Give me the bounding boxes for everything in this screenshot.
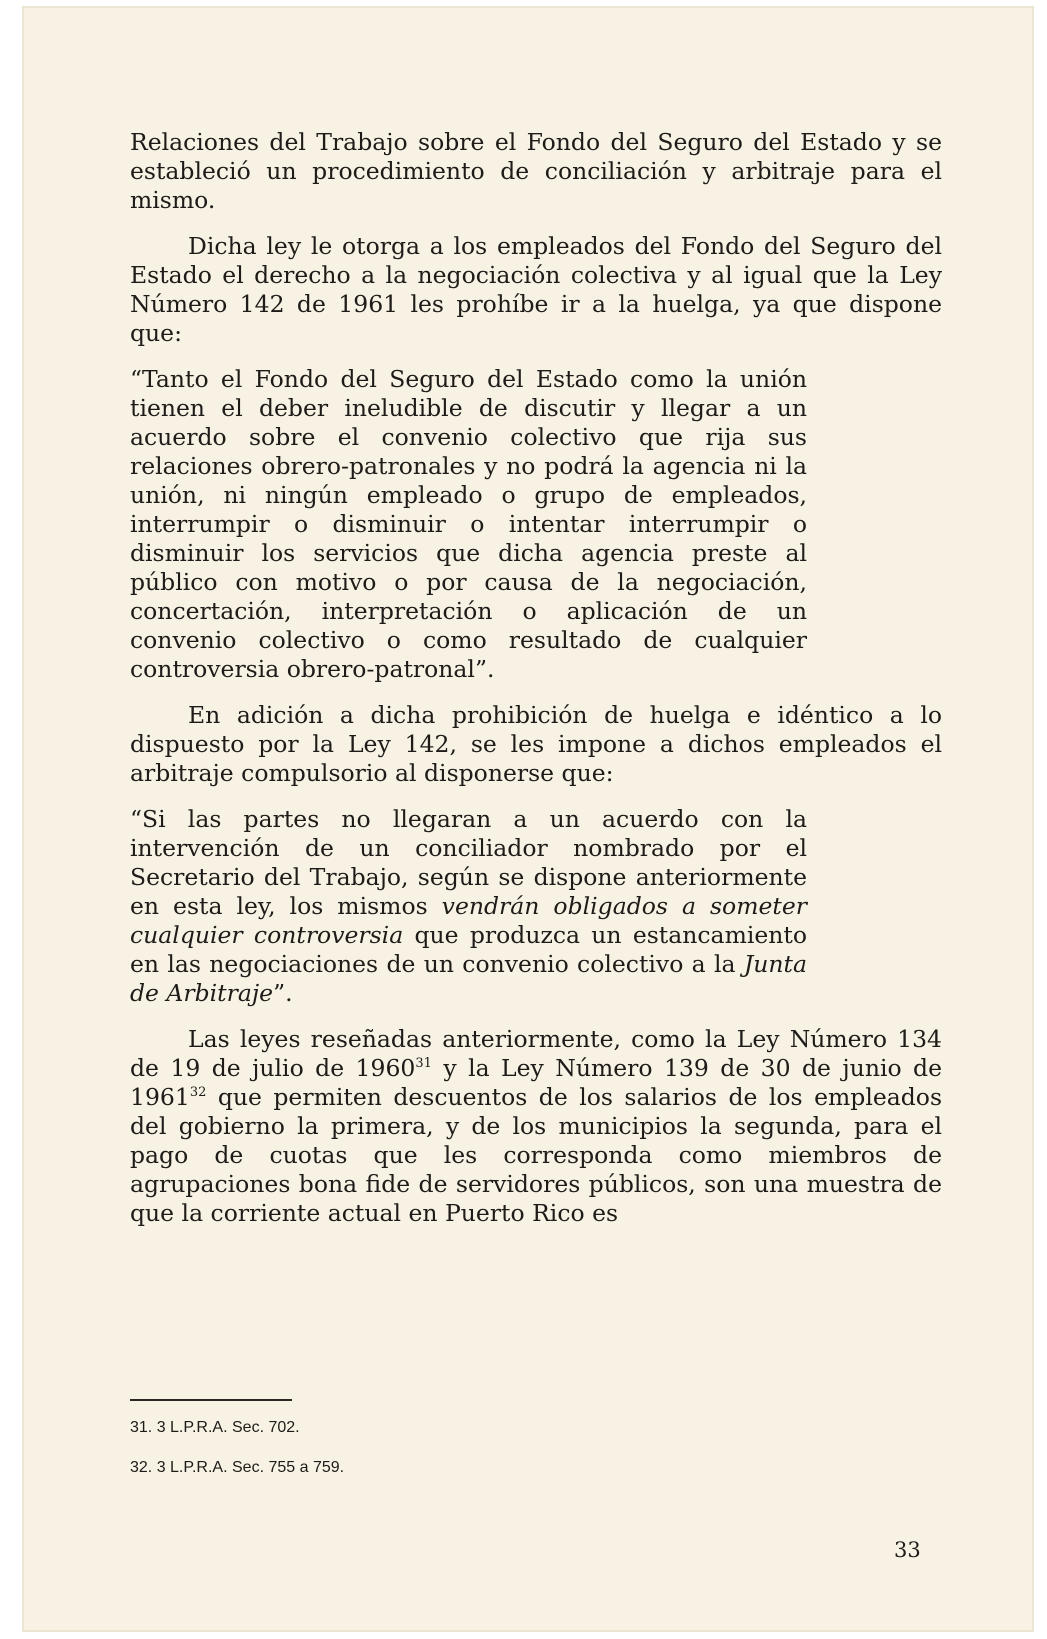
block-quote-2 bbox=[130, 805, 807, 1008]
paragraph-4-text-2: y la Ley Número 139 de 30 de junio de 1961 bbox=[130, 1054, 943, 1111]
paragraph-2: Dicha ley le otorga a los empleados del Fondo del Seguro del Estado el derecho a la negociación colectiva y al igual que la Ley Número 142 de 1961 les prohíbe ir a la huelga, ya que dispone que: bbox=[130, 232, 942, 347]
quote-2-text-3: ”. bbox=[273, 979, 293, 1007]
footnote-32: 32. 3 L.P.R.A. Sec. 755 a 759. bbox=[130, 1459, 345, 1476]
book-page bbox=[22, 6, 1034, 1632]
paragraph-1: Relaciones del Trabajo sobre el Fondo del Seguro del Estado y se estableció un procedimiento de conciliación y arbitraje para el mismo. bbox=[130, 128, 942, 214]
quote-2-italic-1: vendrán obligados a someter cualquier controversia bbox=[130, 892, 807, 949]
quote-2-text-2: que produzca un estancamiento en las negociaciones de un convenio colectivo a la bbox=[130, 921, 807, 978]
paragraph-4 bbox=[130, 1025, 942, 1228]
paragraph-4-text-1: Las leyes reseñadas anteriormente, como la Ley Número 134 de 19 de julio de 1960 bbox=[130, 1025, 942, 1082]
footnote-ref-31[interactable]: 31 bbox=[415, 1056, 432, 1071]
paragraph-3: En adición a dicha prohibición de huelga e idéntico a lo dispuesto por la Ley 142, se les impone a dichos empleados el arbitraje compulsorio al disponerse que: bbox=[130, 701, 942, 787]
quote-2-text-1: “Si las partes no llegaran a un acuerdo con la intervención de un conciliador nombrado por el Secretario del Trabajo, según se dispone anteriormente en esta ley, los mismos bbox=[130, 805, 807, 920]
paragraph-4-text-3: que permiten descuentos de los salarios de los empleados del gobierno la primera, y de los municipios la segunda, para el pago de cuotas que les corresponda como miembros de agrupaciones bona fide de servidores públicos, son una muestra de que la corriente actual en Puerto Rico es bbox=[130, 1083, 942, 1227]
footnote-ref-32[interactable]: 32 bbox=[189, 1085, 207, 1100]
footnote-31: 31. 3 L.P.R.A. Sec. 702. bbox=[130, 1419, 300, 1436]
footnotes bbox=[130, 1418, 344, 1498]
body-text bbox=[130, 128, 942, 1245]
footnote-divider bbox=[130, 1399, 292, 1401]
quote-2-italic-2: Junta de Arbitraje bbox=[130, 950, 807, 1007]
block-quote-1: “Tanto el Fondo del Seguro del Estado como la unión tienen el deber ineludible de discutir y llegar a un acuerdo sobre el convenio colectivo que rija sus relaciones obrero-patronales y no podrá la agencia ni la unión, ni ningún empleado o grupo de empleados, interrumpir o disminuir o intentar interrumpir o disminuir los servicios que dicha agencia preste al público con motivo o por causa de la negociación, concertación, interpretación o aplicación de un convenio colectivo o como resultado de cualquier controversia obrero-patronal”. bbox=[130, 365, 807, 683]
page-number: 33 bbox=[894, 1538, 921, 1562]
